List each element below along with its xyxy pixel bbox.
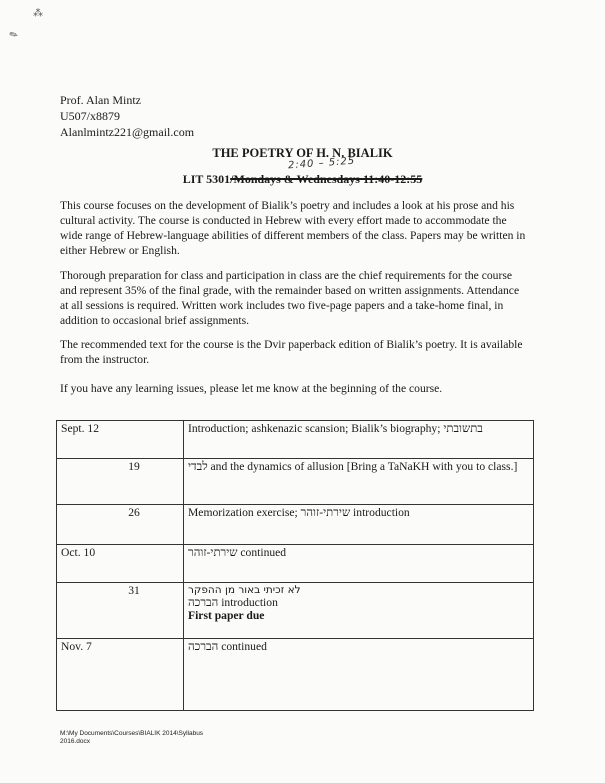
schedule-row [57, 421, 534, 459]
text-paragraph: The recommended text for the course is the Dvir paperback edition of Bialik’s poetry. It is available from the instructor. [60, 338, 523, 366]
schedule-topic: לבדי and the dynamics of allusion [Bring a TaNaKH with you to class.] [184, 459, 534, 505]
schedule-date: 31 [57, 583, 184, 639]
schedule-row [57, 505, 534, 545]
schedule-row [57, 545, 534, 583]
file-name-line: 2016.docx [60, 738, 90, 745]
file-path-line: M:\My Documents\Courses\BIALIK 2014\Syllabus [60, 730, 204, 737]
schedule-topic: Memorization exercise; שירתי-זוהר introduction [184, 505, 534, 545]
email-address: Alanlmintz221@gmail.com [60, 125, 195, 139]
schedule-date: 26 [57, 505, 184, 545]
scan-mark-icon: ⁂ [33, 8, 43, 19]
file-path-footer [60, 730, 203, 746]
course-description-paragraph: This course focuses on the development of Bialik’s poetry and includes a look at his prose and his cultural activity. The course is conducted in Hebrew with every effort made to accommodate the wide range of Hebrew-language abilities of different members of the class. Papers may be written in either Hebrew or English. [60, 199, 526, 257]
schedule-date: Sept. 12 [57, 421, 184, 459]
schedule-date: Nov. 7 [57, 639, 184, 711]
course-code-line [0, 172, 605, 187]
office-extension: U507/x8879 [60, 109, 120, 123]
course-title: THE POETRY OF H. N. BIALIK [212, 146, 393, 160]
requirements-paragraph: Thorough preparation for class and participation in class are the chief requirements for the course and represent 35% of the final grade, with the remainder based on written assignments. Attendance at all sessions is required. Written work includes two five-page papers and a take-home final, in addition to occasional brief assignments. [60, 269, 520, 327]
schedule-topic: שירתי-זוהר continued [184, 545, 534, 583]
professor-name: Prof. Alan Mintz [60, 93, 141, 107]
struck-schedule-time: /Mondays & Wednesdays 11:40-12:55 [230, 172, 423, 186]
pen-mark-icon: ✎ [7, 28, 21, 43]
schedule-topic: Introduction; ashkenazic scansion; Bialik’s biography; בתשובתי [184, 421, 534, 459]
schedule-row [57, 639, 534, 711]
schedule-topic: הברכה continued [184, 639, 534, 711]
course-code: LIT 5301 [182, 172, 231, 186]
schedule-table [56, 420, 534, 711]
schedule-topic: לא זכיתי באור מן ההפקר הברכה introduction First paper due [184, 583, 534, 639]
schedule-date: Oct. 10 [57, 545, 184, 583]
schedule-date: 19 [57, 459, 184, 505]
schedule-row [57, 583, 534, 639]
schedule-row [57, 459, 534, 505]
handwritten-time-note: 2:40 – 5:25 [287, 155, 356, 172]
learning-issues-paragraph: If you have any learning issues, please let me know at the beginning of the course. [60, 382, 443, 395]
contact-block [60, 92, 194, 140]
